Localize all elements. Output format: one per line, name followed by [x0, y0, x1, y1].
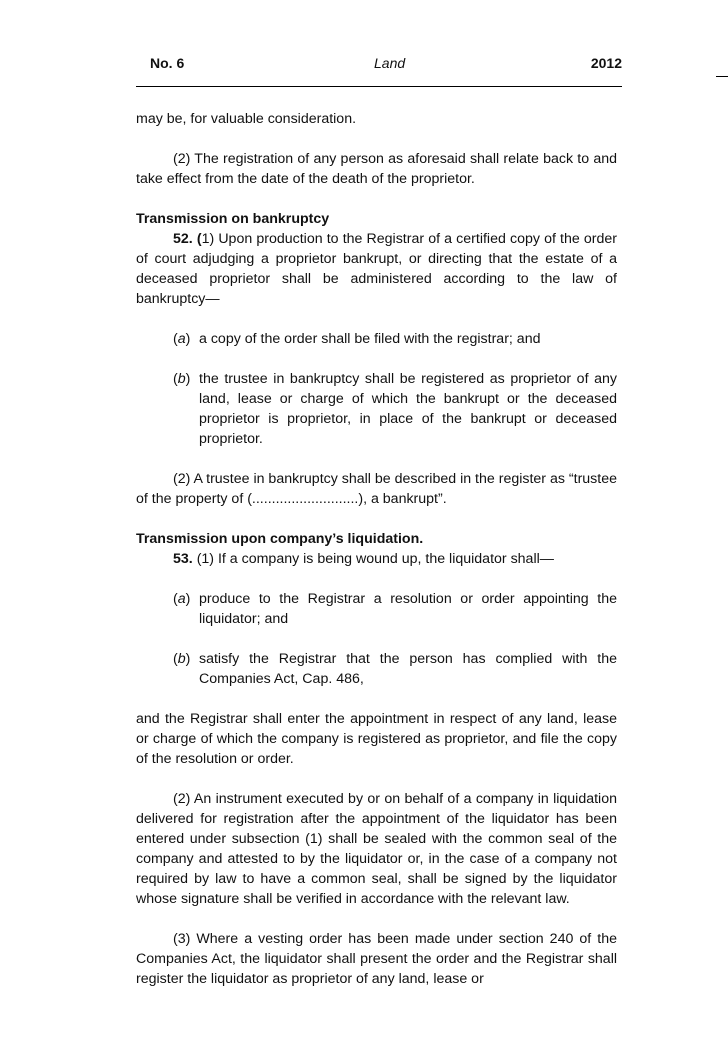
- section-52-subsection-1: [136, 229, 617, 309]
- page-body: [136, 109, 617, 989]
- section-52-number: 52. (: [173, 231, 202, 247]
- item-b-label: (b): [173, 651, 191, 667]
- section-53-text: (1) If a company is being wound up, the liquidator shall—: [196, 551, 554, 567]
- header-rule-stub: [716, 76, 728, 77]
- section-52-subsection-2: (2) A trustee in bankruptcy shall be described in the register as “trustee of the property of (...........................), a bankrupt”.: [136, 471, 617, 507]
- section-52-item-a: [173, 329, 617, 349]
- section-53-heading: Transmission upon company’s liquidation.: [136, 531, 424, 547]
- act-year: 2012: [590, 55, 622, 71]
- section-52-heading: Transmission on bankruptcy: [136, 211, 330, 227]
- item-a-label: (a): [173, 591, 191, 607]
- section-53-item-a: [173, 589, 617, 629]
- section-52-item-b: [173, 369, 617, 449]
- item-a-label: (a): [173, 331, 191, 347]
- continuation-text: may be, for valuable consideration.: [136, 111, 357, 127]
- item-b-text: satisfy the Registrar that the person has complied with the Companies Act, Cap. 486,: [199, 651, 617, 687]
- act-title: Land: [374, 55, 406, 71]
- subsection-2-registration: (2) The registration of any person as aforesaid shall relate back to and take effect from the date of the death of the proprietor.: [136, 151, 617, 187]
- section-53-subsection-2: (2) An instrument executed by or on behalf of a company in liquidation delivered for registration after the appointment of the liquidator has been entered under subsection (1) shall be sealed with the common seal of the company and attested to by the liquidator or, in the case of a company not required by law to have a common seal, shall be signed by the liquidator whose signature shall be verified in accordance with the relevant law.: [136, 791, 617, 907]
- item-a-text: a copy of the order shall be filed with the registrar; and: [199, 331, 541, 347]
- item-a-text: produce to the Registrar a resolution or order appointing the liquidator; and: [199, 591, 617, 627]
- header-rule: [136, 86, 622, 87]
- section-53-closing-text: and the Registrar shall enter the appointment in respect of any land, lease or charge of which the company is registered as proprietor, and file the copy of the resolution or order.: [136, 711, 617, 767]
- act-number: No. 6: [150, 55, 185, 71]
- item-b-text: the trustee in bankruptcy shall be registered as proprietor of any land, lease or charge of which the bankrupt or the deceased proprietor is proprietor, in place of the bankrupt or deceased proprietor.: [199, 371, 617, 447]
- item-b-label: (b): [173, 371, 191, 387]
- section-52-sub-number: 1: [201, 231, 210, 247]
- section-52-text: ) Upon production to the Registrar of a certified copy of the order of court adjudging a proprietor bankrupt, or directing that the estate of a deceased proprietor shall be administered according to the law of bankruptcy—: [136, 231, 617, 307]
- section-53-item-b: [173, 649, 617, 689]
- section-53-subsection-3: (3) Where a vesting order has been made under section 240 of the Companies Act, the liquidator shall present the order and the Registrar shall register the liquidator as proprietor of any land, lease or: [136, 931, 617, 987]
- section-53-subsection-1: [136, 549, 617, 569]
- page-header: [136, 55, 622, 75]
- section-53-number: 53.: [173, 551, 193, 567]
